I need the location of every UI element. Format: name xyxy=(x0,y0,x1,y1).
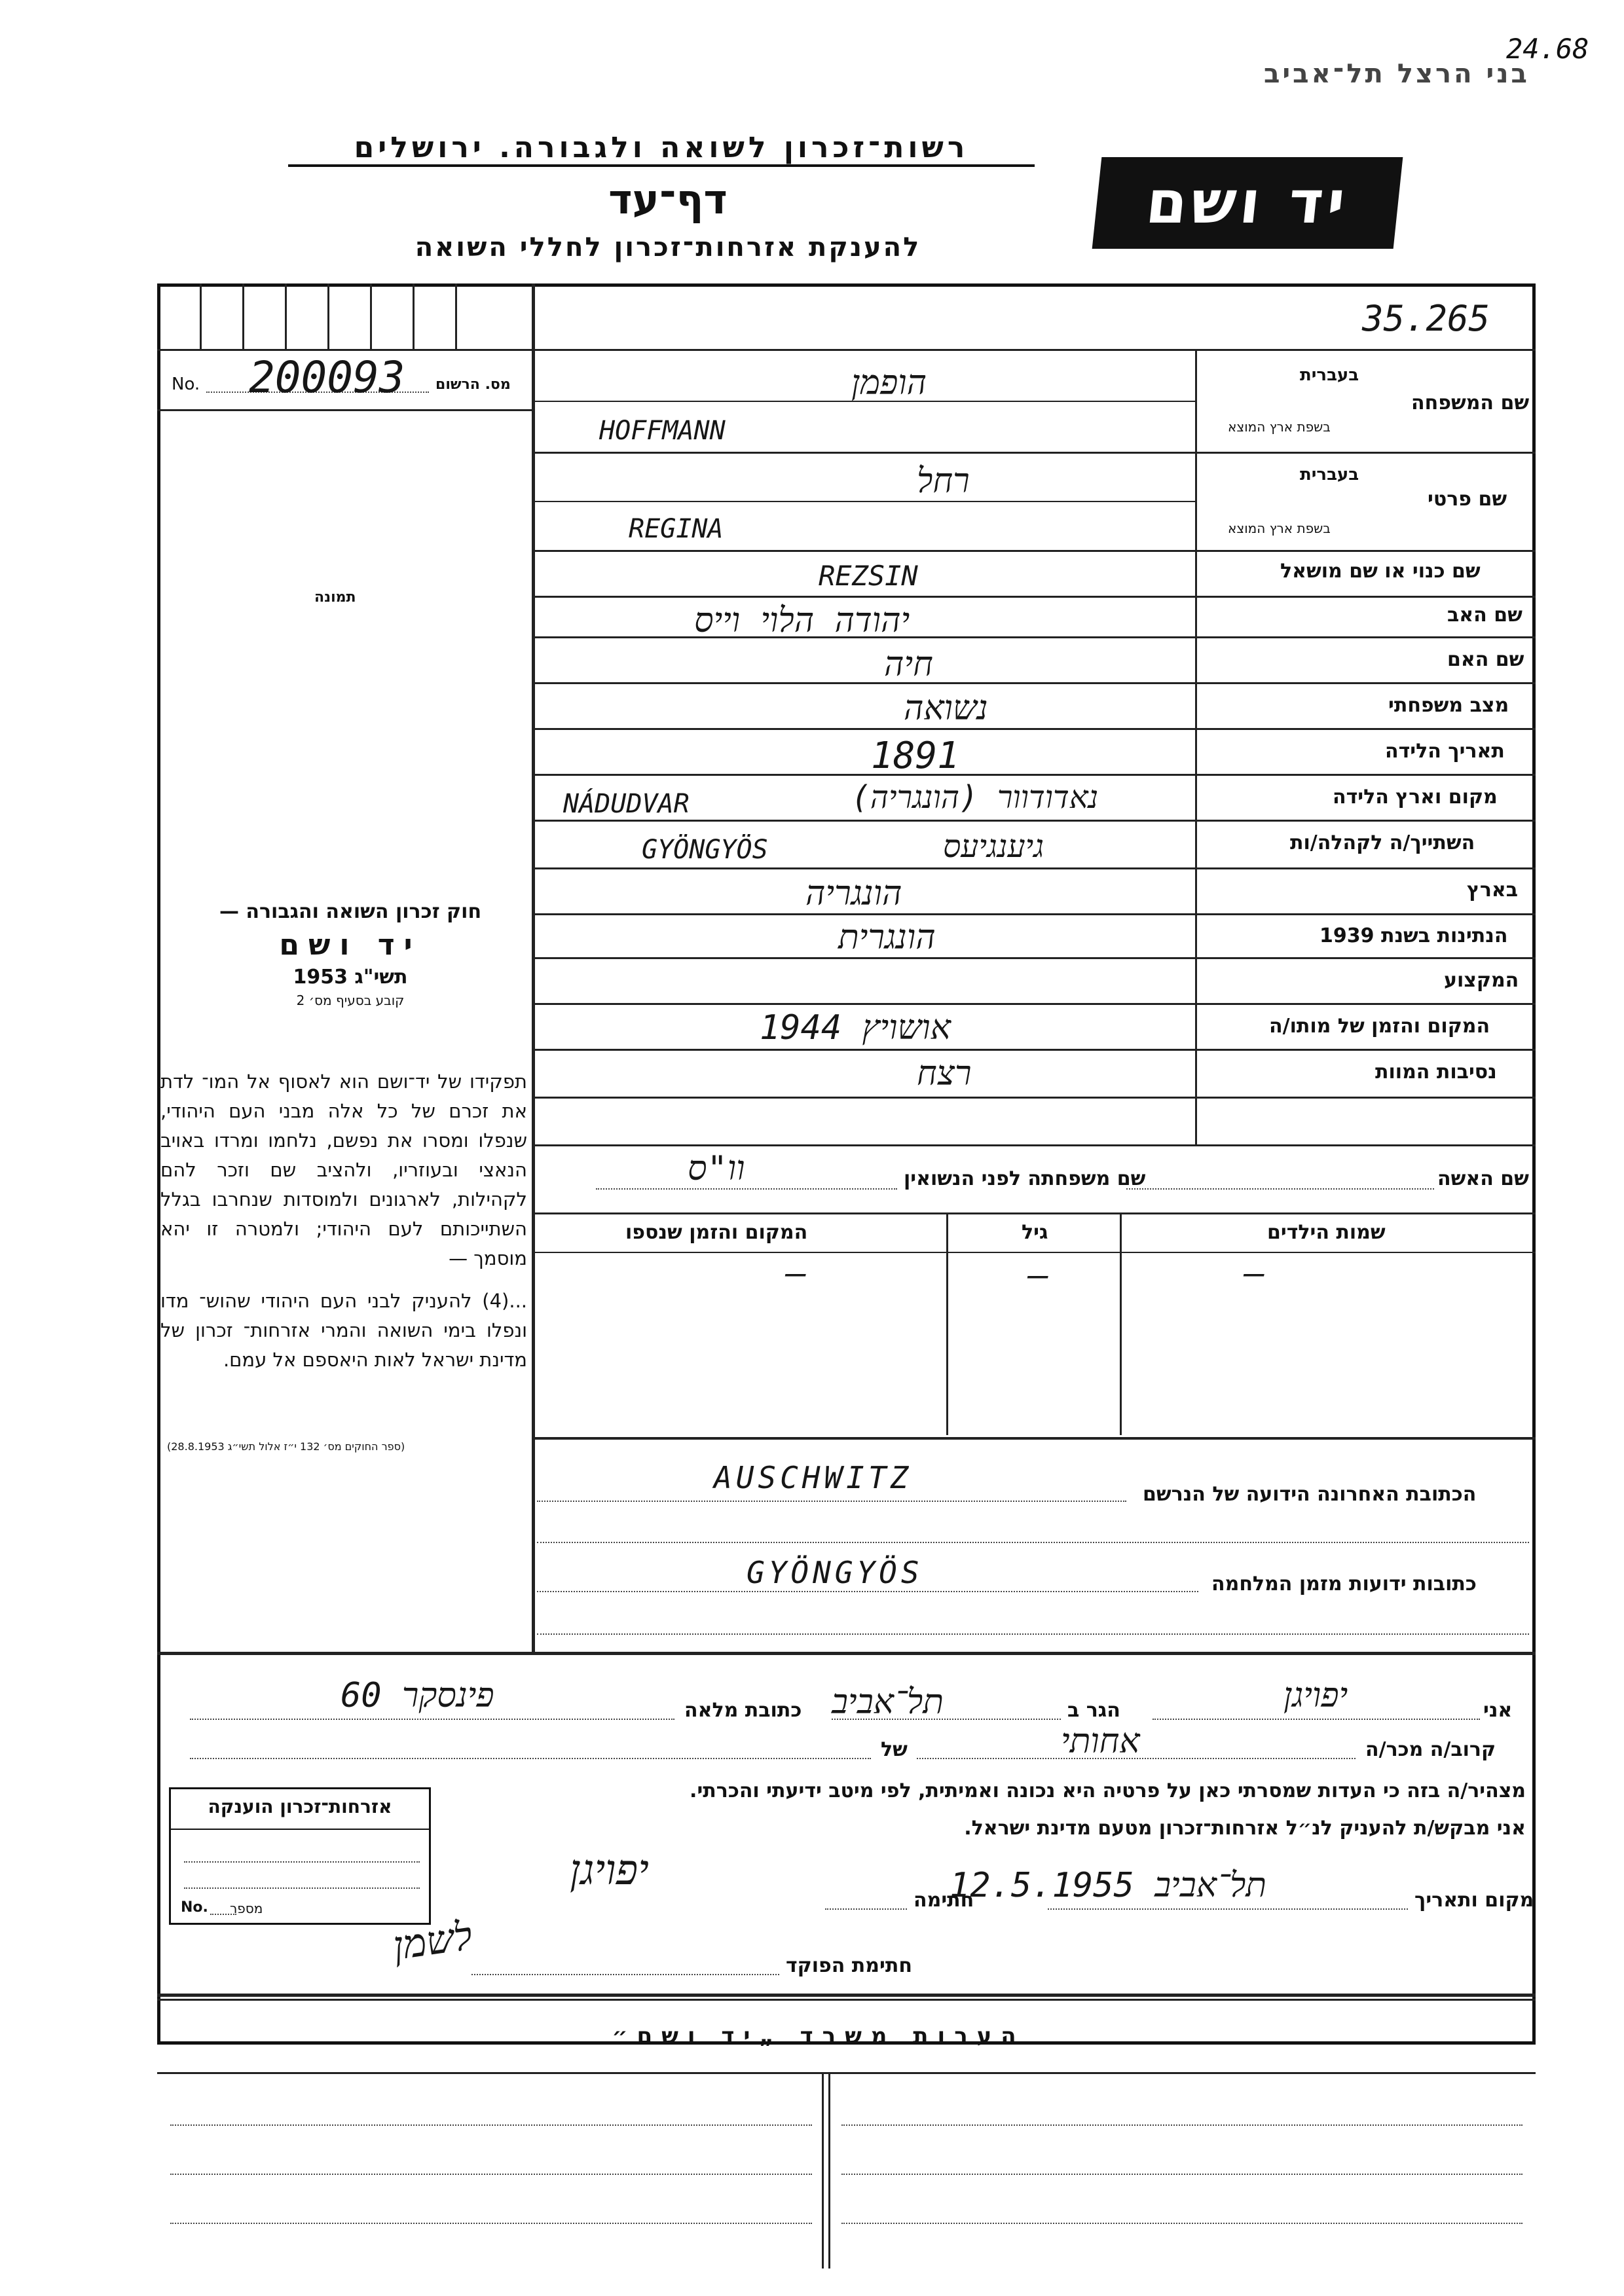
full-address-label: כתובת מלאה xyxy=(684,1699,802,1722)
yad-vashem-logo xyxy=(1092,157,1403,249)
place-date-label: מקום ותאריך xyxy=(1414,1889,1534,1912)
marital-status-label: מצב משפחתי xyxy=(1388,694,1509,717)
father-label: שם האב xyxy=(1447,604,1522,627)
death-label: המקום והזמן של מותו/ה xyxy=(1269,1015,1490,1038)
children-place-value: — xyxy=(786,1254,807,1293)
children-names-header: שמות הילדים xyxy=(1267,1221,1386,1244)
citizenship-box-number-no: No. xyxy=(181,1899,208,1916)
birthdate-label: תאריך הלידה xyxy=(1385,740,1505,763)
community-label: השתייך/ה לקהלה/ות xyxy=(1290,831,1475,854)
declarant-signature: יפויגן xyxy=(570,1846,649,1895)
surname-origin-value: HOFFMANN xyxy=(599,416,726,446)
wife-maiden-label: שם משפחתה לפני הנשואין xyxy=(904,1167,1146,1190)
community-origin-value: GYÖNGYÖS xyxy=(642,835,768,865)
law-citation: (ספר החוקים מס׳ 132 י״ז אלול תשי״ג 28.8.1953) xyxy=(167,1440,405,1453)
declarant-name: יפויגן xyxy=(1283,1676,1348,1715)
first-name-hebrew-value: רחל xyxy=(917,462,970,501)
relation-value: אחותי xyxy=(1061,1722,1140,1761)
citizenship-box xyxy=(169,1787,431,1925)
death-circumstances-label: נסיבות המוות xyxy=(1375,1061,1497,1084)
birthplace-origin-value: NÁDUDVAR xyxy=(563,789,690,819)
officer-signature: לשמן xyxy=(390,1912,475,1970)
father-value: יהודה הלוי וייס xyxy=(694,601,910,640)
law-paragraph-1: תפקידו של יד־ושם הוא לאסוף אל המו־ לדת את זכרם של כל אלה מבני העם היהודי, שנפלו ומסרו את נפשם, נלחמו ומרדו באויב הנאצי ובעוזריו, ולהציב שם וזכר להם לקהילות, לארגונים ולמוסדות שנחרבו בגלל השתייכותם לעם היהודי; ולמטרה זו יהא מוסמך — xyxy=(160,1070,527,1269)
registration-number: 200093 xyxy=(249,352,405,403)
place-date-value: תל־אביב 12.5.1955 xyxy=(950,1866,1266,1905)
surname-label: שם המשפחה xyxy=(1411,392,1530,414)
wife-label: שם האשה xyxy=(1437,1167,1529,1190)
mother-label: שם האם xyxy=(1447,648,1524,671)
war-address-value: GYÖNGYÖS xyxy=(747,1555,923,1590)
declaration-statement-2: אני מבקש/ת להעניק לנ״ל אזרחות־זכרון מטעם מדינת ישראל. xyxy=(964,1817,1526,1840)
law-title: חוק זכרון השואה והגבורה — xyxy=(219,900,482,923)
declarant-i-label: אני xyxy=(1483,1699,1513,1722)
law-box xyxy=(196,900,504,1008)
registration-label: מס. הרשום xyxy=(435,376,511,393)
authority-line: רשות־זכרון לשואה ולגבורה. ירושלים xyxy=(288,131,1035,167)
signature-label: חתימה xyxy=(913,1889,974,1912)
registration-no-label: No. xyxy=(172,374,200,394)
birthplace-label: מקום וארץ הלידה xyxy=(1333,786,1498,809)
declaration-statement-1: מצהיר/ה בזה כי העדות שמסרתי כאן על פרטיה היא נכונה ואמיתית, לפי מיטב ידיעתי והכרתי. xyxy=(690,1779,1526,1802)
declarant-city: תל־אביב xyxy=(832,1683,944,1722)
top-stamp: בני הרצל תל־אביב xyxy=(1264,59,1530,89)
last-address-label: הכתובת האחרונה הידועה של הנרשם xyxy=(1143,1483,1477,1506)
first-name-label: שם פרטי xyxy=(1428,488,1507,511)
first-name-origin-label: בשפת ארץ המוצא xyxy=(1228,520,1331,536)
officer-signature-label: חתימת הפוקד xyxy=(786,1954,912,1977)
wife-maiden-value: וו"ס xyxy=(688,1149,745,1188)
children-age-header: גיל xyxy=(1022,1221,1048,1244)
page-subtitle: להענקת אזרחות־זכרון לחללי השואה xyxy=(415,232,921,263)
photo-label: תמונה xyxy=(314,589,356,606)
stamp-number: 24.68 xyxy=(1506,33,1589,65)
declarant-full-address: פינסקר 60 xyxy=(341,1676,494,1715)
country-value: הונגריה xyxy=(805,874,902,913)
of-label: של xyxy=(881,1738,908,1761)
relative-label: קרוב/ה מכר/ה xyxy=(1365,1738,1496,1761)
law-name: יד ושם xyxy=(279,928,422,962)
death-value: אושויץ 1944 xyxy=(760,1008,951,1048)
children-name-value: — xyxy=(1244,1254,1265,1293)
birthplace-hebrew-value: נאדודוור (הונגריה) xyxy=(851,779,1099,816)
marital-status-value: נשואה xyxy=(904,689,988,728)
mother-value: חיה xyxy=(884,645,933,684)
resides-label: הגר ב xyxy=(1067,1699,1120,1722)
children-place-header: המקום והזמן שנספו xyxy=(625,1221,808,1244)
nickname-value: REZSIN xyxy=(819,560,918,592)
logo-text: יד ושם xyxy=(1143,168,1352,237)
death-circumstances-value: רצח xyxy=(917,1054,972,1093)
law-paragraph-2: ...(4) להעניק לבני העם היהודי שהוש־ מדו ונפלו בימי השואה והמרי אזרחות־ זכרון של מדינת ישראל לאות היאספם אל עמם. xyxy=(160,1290,527,1371)
office-notes-header: הערות משרד „יד ושם״ xyxy=(612,2023,1025,2049)
law-section: קובע בסעיף מס׳ 2 xyxy=(296,993,405,1008)
first-name-hebrew-label: בעברית xyxy=(1300,465,1359,484)
citizenship-box-title: אזרחות־זכרון הוענקה xyxy=(208,1796,392,1817)
citizenship-box-number-he: מספר xyxy=(230,1901,263,1916)
profession-label: המקצוע xyxy=(1444,969,1519,992)
nickname-label: שם כנוי או שם מושאל xyxy=(1280,560,1481,583)
nationality-value: הונגרית xyxy=(838,918,936,957)
first-name-origin-value: REGINA xyxy=(629,514,724,544)
community-hebrew-value: גיענגיעס xyxy=(943,828,1044,865)
children-age-value: — xyxy=(1028,1256,1049,1295)
surname-hebrew-label: בעברית xyxy=(1300,365,1359,385)
birthdate-value: 1891 xyxy=(871,735,959,777)
surname-hebrew-value: הופמן xyxy=(851,363,927,403)
page-title: דף־עד xyxy=(608,175,728,223)
last-address-value: AUSCHWITZ xyxy=(714,1460,913,1495)
file-number: 35.265 xyxy=(1362,298,1490,339)
law-year: תשי"ג 1953 xyxy=(293,966,408,989)
surname-origin-label: בשפת ארץ המוצא xyxy=(1228,419,1331,435)
war-address-label: כתובות ידועות מזמן המלחמה xyxy=(1211,1573,1477,1595)
country-label: בארץ xyxy=(1467,879,1519,902)
nationality-label: הנתינות בשנת 1939 xyxy=(1320,924,1508,947)
